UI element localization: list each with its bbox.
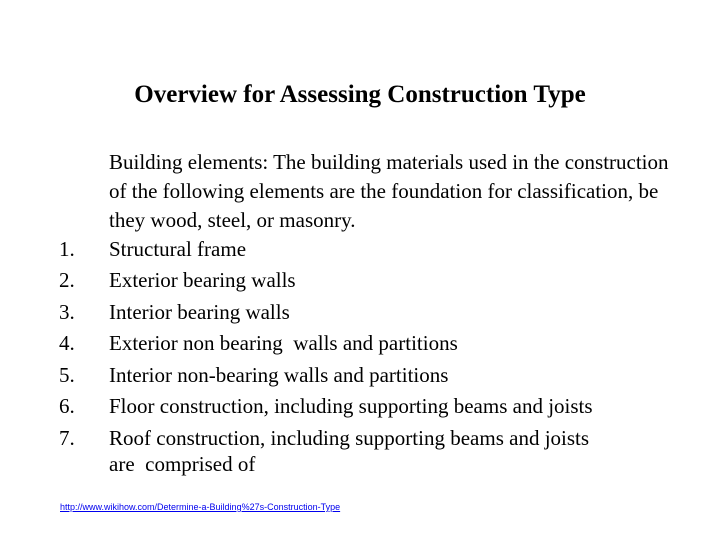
list-item: Exterior bearing walls — [109, 268, 296, 292]
list-item: Exterior non bearing walls and partitions — [109, 331, 458, 355]
closing-text: are comprised of — [109, 452, 256, 476]
intro-paragraph: Building elements: The building materials used in the construction of the following elements are the foundation for classification, be they wood, steel, or masonry. — [109, 150, 669, 232]
source-link[interactable]: http://www.wikihow.com/Determine-a-Building%27s-Construction-Type — [60, 502, 341, 512]
list-item: Interior non-bearing walls and partitions — [109, 363, 449, 387]
list-item: Floor construction, including supporting beams and joists — [109, 394, 593, 418]
list-item-number: 3. — [59, 300, 75, 324]
list-item-number: 2. — [59, 268, 75, 292]
list-item: Roof construction, including supporting beams and joists — [109, 426, 590, 450]
list-item-number: 6. — [59, 394, 75, 418]
list-item-number: 4. — [59, 331, 75, 355]
slide-title: Overview for Assessing Construction Type — [134, 81, 586, 108]
list-item: Interior bearing walls — [109, 300, 290, 324]
list-item-number: 5. — [59, 363, 75, 387]
list-item-number: 7. — [59, 426, 75, 450]
list-item: Structural frame — [109, 237, 247, 261]
list-item-number: 1. — [59, 237, 75, 261]
